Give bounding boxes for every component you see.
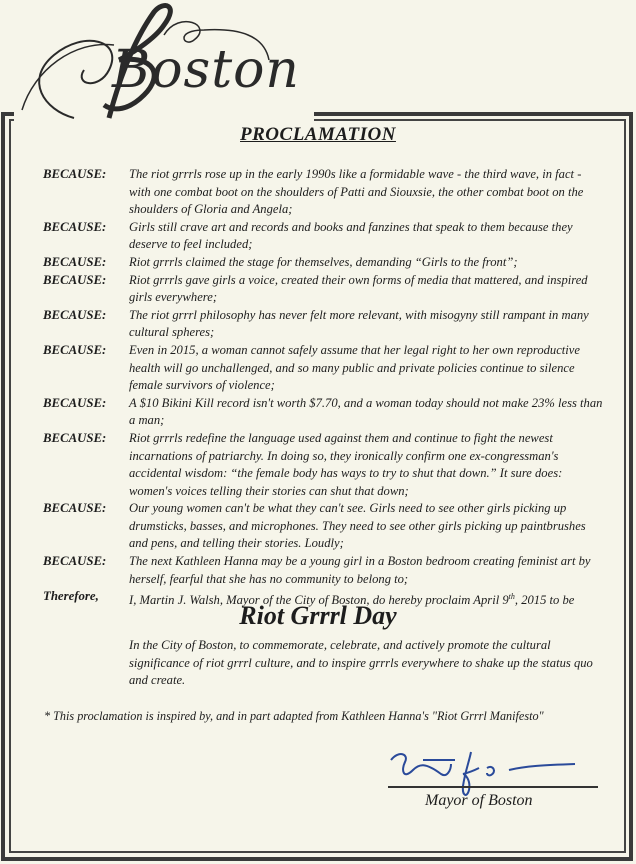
clause-item	[43, 307, 603, 342]
clauses-list	[43, 166, 603, 610]
clause-label: BECAUSE:	[43, 395, 107, 410]
clause-item	[43, 553, 603, 588]
signature-line	[388, 786, 598, 788]
clause-label: BECAUSE:	[43, 254, 107, 269]
clause-item	[43, 254, 603, 272]
clause-text: The riot grrrls rose up in the early 1990s like a formidable wave - the third wave, in fact - with one combat boot on the shoulders of Patti and Siouxsie, the other combat boot on the shoulders of Gloria and Angela;	[129, 167, 584, 217]
footnote: * This proclamation is inspired by, and in part adapted from Kathleen Hanna's "Riot Grrrl Manifesto"	[44, 709, 544, 723]
clause-item	[43, 342, 603, 395]
clause-text: Riot grrrls gave girls a voice, created their own forms of media that mattered, and inspired girls everywhere;	[129, 272, 588, 305]
clause-label: BECAUSE:	[43, 307, 107, 322]
clause-label: BECAUSE:	[43, 430, 107, 445]
boston-logo	[14, 0, 314, 125]
clause-text: Our young women can't be what they can't see. Girls need to see other girls picking up drumsticks, basses, and microphones. They need to see other girls picking up paintbrushes and pens, and telling their stories. Loudly;	[129, 501, 586, 551]
clause-label: BECAUSE:	[43, 342, 107, 357]
clause-item	[43, 430, 603, 500]
clause-label: BECAUSE:	[43, 219, 107, 234]
clause-text: Riot grrrls claimed the stage for themselves, demanding “Girls to the front”;	[129, 254, 518, 269]
date-ordinal-suffix: th	[508, 592, 515, 602]
clause-item	[43, 500, 603, 553]
proclamation-body: In the City of Boston, to commemorate, celebrate, and actively promote the cultural significance of riot grrrl culture, and to inspire grrrls everywhere to shake up the status quo and create.	[129, 638, 593, 688]
signatory-title: Mayor of Boston	[425, 792, 533, 809]
therefore-text-end: , 2015 to be	[514, 593, 575, 608]
therefore-text-start: I, Martin J. Walsh, Mayor of the City of Boston, do hereby proclaim April 9	[129, 593, 509, 608]
boston-logo-text: Boston	[112, 40, 300, 100]
clause-text: A $10 Bikini Kill record isn't worth $7.70, and a woman today should not make 23% less than a man;	[129, 395, 603, 428]
clause-text: The next Kathleen Hanna may be a young girl in a Boston bedroom creating feminist art by herself, fearful that she has no community to belong to;	[129, 554, 591, 586]
clause-text: Girls still crave art and records and books and fanzines that speak to them because they deserve to feel included;	[129, 219, 573, 252]
clause-item	[43, 272, 603, 307]
clause-text: Riot grrrls redefine the language used against them and continue to fight the newest incarnations of patriarchy. In doing so, they ironically confirm one ex-congressman's accidental wisdom: “the female body has ways to try to shut that down.” It sure does: women's voices telling their stories can shut that down;	[129, 430, 563, 498]
clause-label: BECAUSE:	[43, 272, 107, 287]
proclaimed-day-title: Riot Grrrl Day	[239, 601, 397, 630]
clause-item	[43, 219, 603, 254]
clause-item	[43, 395, 603, 430]
clause-text: Even in 2015, a woman cannot safely assume that her legal right to her own reproductive health will go unchallenged, and so many public and private policies continue to silence female survivors of violence;	[129, 342, 580, 393]
page-title: PROCLAMATION	[240, 124, 396, 145]
clause-label: BECAUSE:	[43, 501, 107, 516]
clause-item	[43, 166, 603, 219]
clause-text: The riot grrrl philosophy has never felt more relevant, with misogyny still rampant in many cultural spheres;	[129, 307, 589, 340]
clause-label: BECAUSE:	[43, 167, 107, 181]
therefore-label: Therefore,	[43, 589, 99, 604]
clause-label: BECAUSE:	[43, 554, 107, 569]
